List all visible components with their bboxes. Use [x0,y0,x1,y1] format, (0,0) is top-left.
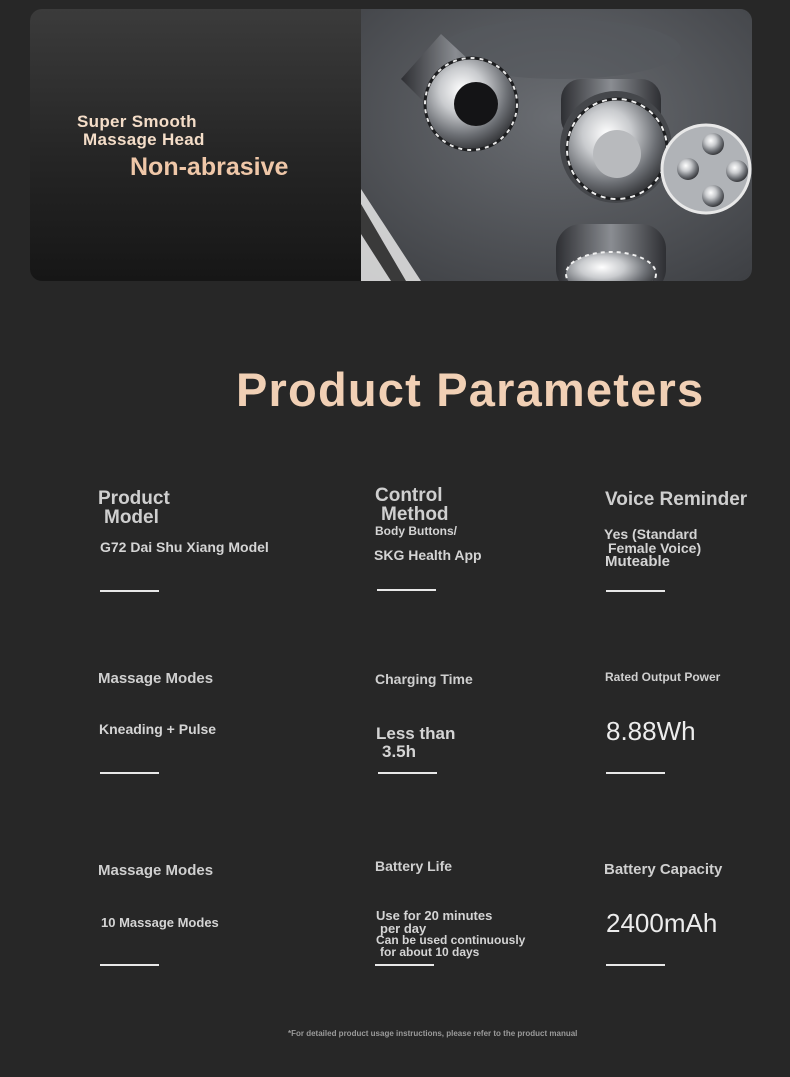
param-label: Voice Reminder [605,489,748,510]
usage-footnote: *For detailed product usage instructions, please refer to the product manual [288,1029,578,1038]
banner-tagline: Non-abrasive [130,153,289,181]
param-label: Control [375,485,443,506]
param-label: Massage Modes [98,670,214,687]
massage-head-banner [30,9,752,281]
param-value: for about 10 days [380,945,480,959]
param-label: Massage Modes [98,862,214,879]
banner-heading-line2: Massage Head [83,130,205,149]
param-value: Female Voice) [608,540,702,556]
param-label: Method [381,504,449,525]
param-label: Charging Time [375,671,473,687]
param-label: Battery Capacity [604,861,723,878]
param-divider [100,590,159,592]
param-value: SKG Health App [374,547,482,563]
param-label: Product [98,488,170,509]
param-label: Battery Life [375,858,453,874]
param-value: G72 Dai Shu Xiang Model [100,539,269,555]
param-divider [375,964,434,966]
banner-heading-line1: Super Smooth [77,112,197,131]
param-divider [378,772,437,774]
param-value: Can be used continuously [376,933,526,947]
param-value: 8.88Wh [606,716,696,746]
param-divider [377,589,436,591]
param-label: Rated Output Power [605,670,721,684]
param-divider [606,964,665,966]
param-value: Less than [376,724,456,743]
param-divider [100,964,159,966]
param-value: Muteable [605,553,671,570]
product-parameters-title: Product Parameters [236,363,705,416]
param-value: Kneading + Pulse [99,721,217,737]
param-value: Body Buttons/ [375,524,457,538]
param-divider [100,772,159,774]
param-label: Model [104,507,159,528]
param-divider [606,772,665,774]
banner-text-panel [30,9,361,281]
param-value: 3.5h [382,742,417,761]
param-value: Use for 20 minutes [376,908,493,923]
massage-heads-photo [361,9,752,281]
param-value: 10 Massage Modes [101,915,219,930]
param-value: per day [380,921,427,936]
param-value: Yes (Standard [604,526,698,542]
param-value: 2400mAh [606,908,718,938]
param-divider [606,590,665,592]
